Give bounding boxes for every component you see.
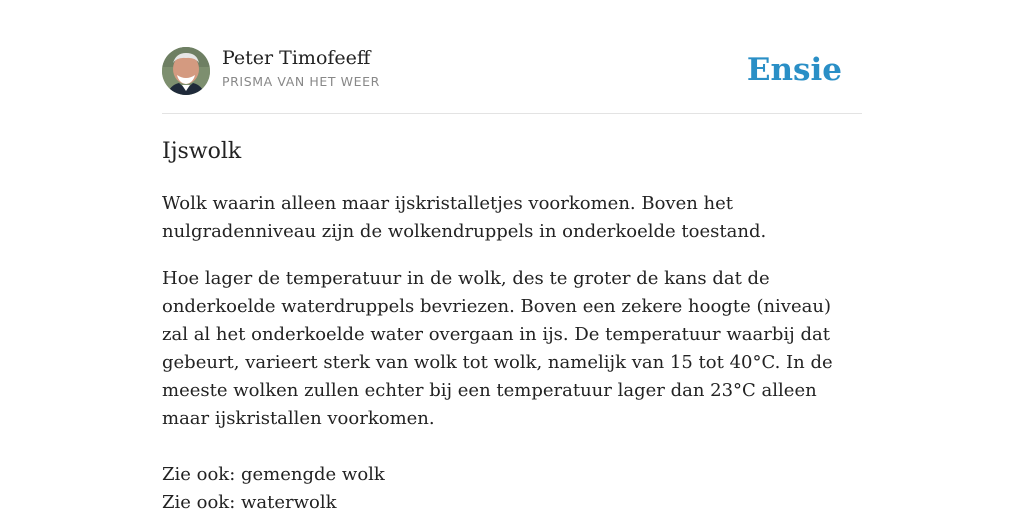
see-also-waterwolk[interactable]: Zie ook: waterwolk	[162, 492, 337, 512]
article-paragraph: Wolk waarin alleen maar ijskristalletjes voorkomen. Boven het nulgradenniveau zijn de wolkendruppels in onderkoelde toestand.	[162, 193, 767, 242]
article-title: Ijswolk	[162, 139, 242, 164]
author-name[interactable]: Peter Timofeeff	[222, 47, 371, 69]
author-avatar[interactable]	[162, 47, 210, 95]
author-subtitle: PRISMA VAN HET WEER	[222, 74, 380, 89]
header-divider	[162, 113, 862, 114]
header	[162, 46, 862, 96]
see-also-gemengde-wolk[interactable]: Zie ook: gemengde wolk	[162, 464, 385, 485]
avatar-portrait-icon	[162, 47, 210, 95]
article-paragraph: Hoe lager de temperatuur in de wolk, des te groter de kans dat de onderkoelde waterdruppels bevriezen. Boven een zekere hoogte (niveau) zal al het onderkoelde water overgaan in ijs. De temperatuur waarbij dat gebeurt, varieert sterk van wolk tot wolk, namelijk van 15 tot 40°C. In de meeste wolken zullen echter bij een temperatuur lager dan 23°C alleen maar ijskristallen voorkomen.	[162, 268, 833, 429]
article-body	[162, 190, 862, 512]
brand-logo[interactable]: Ensie	[746, 52, 842, 88]
